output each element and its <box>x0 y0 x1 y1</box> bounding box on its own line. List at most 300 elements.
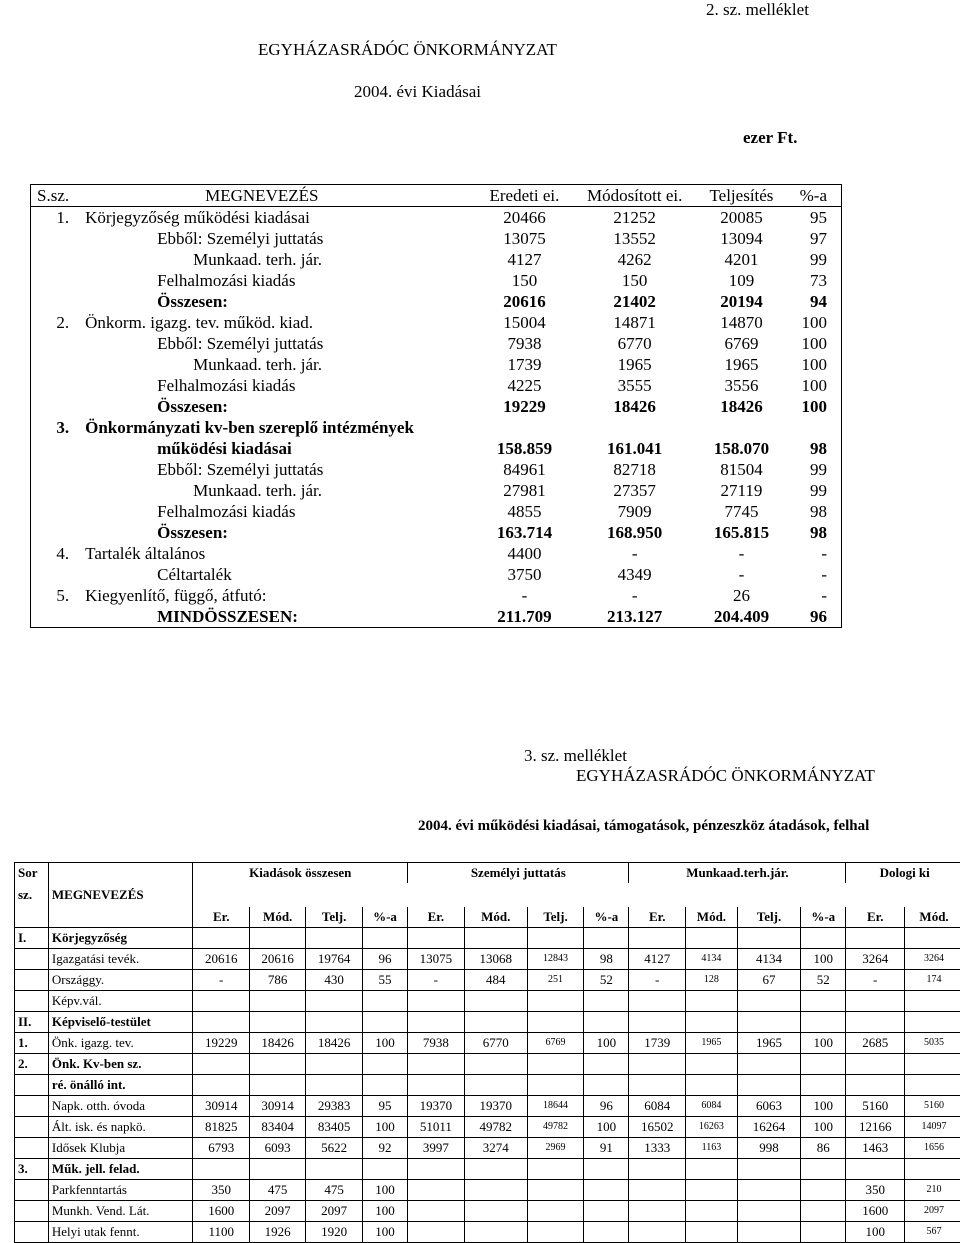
value-actual: 81504 <box>697 459 785 480</box>
t2-col-sor: Sor <box>15 863 49 884</box>
value-cell <box>464 1012 527 1033</box>
value-cell: 2097 <box>306 1201 362 1222</box>
value-original: 1739 <box>477 354 572 375</box>
value-cell: 20616 <box>249 949 305 970</box>
t2-subheader-cell: %-a <box>801 907 846 928</box>
value-cell: 475 <box>249 1180 305 1201</box>
t2-group-material: Dologi ki <box>846 863 960 884</box>
t2-subheader-cell: %-a <box>584 907 629 928</box>
value-cell: - <box>193 970 249 991</box>
value-percent: 100 <box>786 375 842 396</box>
value-cell: - <box>846 970 905 991</box>
value-cell <box>737 1054 800 1075</box>
value-actual: 109 <box>697 270 785 291</box>
value-original: 7938 <box>477 333 572 354</box>
value-cell <box>737 991 800 1012</box>
value-cell: 1656 <box>905 1138 960 1159</box>
row-name: ré. önálló int. <box>48 1075 193 1096</box>
value-cell <box>527 928 583 949</box>
t2-subheader-cell: Er. <box>193 907 249 928</box>
value-cell <box>584 1222 629 1243</box>
value-modified: - <box>572 543 697 564</box>
t2-subheader-cell: Mód. <box>464 907 527 928</box>
value-cell <box>193 1075 249 1096</box>
value-cell <box>306 1159 362 1180</box>
value-cell <box>464 928 527 949</box>
value-actual: 20194 <box>697 291 785 312</box>
t2-subheader-cell: Er. <box>408 907 464 928</box>
title-3: 2004. évi működési kiadásai, támogatások, pénzeszköz átadások, felhal <box>418 818 869 835</box>
value-cell: 52 <box>801 970 846 991</box>
value-actual: 26 <box>697 585 785 606</box>
value-actual: 204.409 <box>697 606 785 628</box>
value-cell <box>408 1159 464 1180</box>
table-row <box>31 606 842 628</box>
value-cell: 30914 <box>193 1096 249 1117</box>
value-cell: 100 <box>801 1096 846 1117</box>
value-cell <box>408 1075 464 1096</box>
table-header-row <box>31 185 842 207</box>
value-cell: 484 <box>464 970 527 991</box>
row-name: MINDÖSSZESEN: <box>75 606 477 628</box>
value-cell <box>249 1054 305 1075</box>
value-cell <box>193 1054 249 1075</box>
value-cell <box>249 928 305 949</box>
row-name: Ált. isk. és napkö. <box>48 1117 193 1138</box>
table-row <box>31 522 842 543</box>
value-actual: 1965 <box>697 354 785 375</box>
value-cell: 6769 <box>527 1033 583 1054</box>
value-cell <box>846 991 905 1012</box>
table-row <box>31 564 842 585</box>
row-number <box>31 291 76 312</box>
value-cell <box>584 1159 629 1180</box>
row-number <box>15 1075 49 1096</box>
value-cell: 1965 <box>685 1033 737 1054</box>
value-original: 4400 <box>477 543 572 564</box>
value-cell <box>629 1012 685 1033</box>
value-cell <box>464 1054 527 1075</box>
value-cell <box>464 1180 527 1201</box>
table-row <box>15 1096 960 1117</box>
value-cell <box>905 991 960 1012</box>
annex-3-label: 3. sz. melléklet <box>524 746 627 766</box>
table-row <box>31 207 842 229</box>
row-name: Önk. igazg. tev. <box>48 1033 193 1054</box>
value-cell: 1333 <box>629 1138 685 1159</box>
value-modified: 150 <box>572 270 697 291</box>
value-cell: 3264 <box>905 949 960 970</box>
table-row <box>15 1180 960 1201</box>
value-percent: 100 <box>786 333 842 354</box>
value-cell: 475 <box>306 1180 362 1201</box>
value-cell: 174 <box>905 970 960 991</box>
row-number <box>31 333 76 354</box>
value-cell <box>685 991 737 1012</box>
value-percent: 99 <box>786 249 842 270</box>
value-cell: 350 <box>846 1180 905 1201</box>
value-modified: 21402 <box>572 291 697 312</box>
table-row <box>31 354 842 375</box>
value-cell: 5622 <box>306 1138 362 1159</box>
value-original: 19229 <box>477 396 572 417</box>
value-cell: 52 <box>584 970 629 991</box>
value-cell: 18426 <box>249 1033 305 1054</box>
value-cell: 19370 <box>408 1096 464 1117</box>
value-cell: 4134 <box>685 949 737 970</box>
value-cell <box>846 928 905 949</box>
value-cell <box>905 1012 960 1033</box>
value-percent: - <box>786 585 842 606</box>
col-eredeti: Eredeti ei. <box>477 185 572 207</box>
value-cell <box>801 1159 846 1180</box>
value-modified: 213.127 <box>572 606 697 628</box>
page-title: 2004. évi Kiadásai <box>354 82 481 102</box>
value-percent: 100 <box>786 396 842 417</box>
row-name: Műk. jell. felad. <box>48 1159 193 1180</box>
row-number <box>31 438 76 459</box>
t2-header-row-1 <box>15 863 960 884</box>
value-actual: 7745 <box>697 501 785 522</box>
value-cell: 3274 <box>464 1138 527 1159</box>
value-actual: 14870 <box>697 312 785 333</box>
value-percent: - <box>786 564 842 585</box>
row-name: Napk. otth. óvoda <box>48 1096 193 1117</box>
value-cell: 4134 <box>737 949 800 970</box>
table-row <box>15 1054 960 1075</box>
row-name: Önk. Kv-ben sz. <box>48 1054 193 1075</box>
value-cell: 128 <box>685 970 737 991</box>
value-cell: 20616 <box>193 949 249 970</box>
value-cell <box>737 1201 800 1222</box>
value-percent: 99 <box>786 480 842 501</box>
table-row <box>15 1117 960 1138</box>
org-title-3: EGYHÁZASRÁDÓC ÖNKORMÁNYZAT <box>576 766 875 786</box>
row-number <box>31 375 76 396</box>
value-percent: 98 <box>786 522 842 543</box>
value-original: 211.709 <box>477 606 572 628</box>
row-number <box>31 249 76 270</box>
value-cell <box>629 1222 685 1243</box>
col-sorszam: S.sz. <box>31 185 76 207</box>
value-cell <box>685 928 737 949</box>
row-number <box>31 564 76 585</box>
value-cell: 210 <box>905 1180 960 1201</box>
value-original: 13075 <box>477 228 572 249</box>
value-modified: 21252 <box>572 207 697 229</box>
value-cell <box>464 991 527 1012</box>
value-cell <box>905 928 960 949</box>
row-number <box>31 501 76 522</box>
value-cell: 3997 <box>408 1138 464 1159</box>
t2-subheader-cell: Telj. <box>737 907 800 928</box>
value-cell <box>629 1180 685 1201</box>
value-cell: 4127 <box>629 949 685 970</box>
t2-col-sz: sz. <box>15 883 49 907</box>
value-cell: 1463 <box>846 1138 905 1159</box>
value-cell <box>801 1201 846 1222</box>
value-cell <box>408 991 464 1012</box>
value-cell: 567 <box>905 1222 960 1243</box>
value-cell: 100 <box>362 1033 407 1054</box>
value-cell: 96 <box>362 949 407 970</box>
row-name: Kiegyenlítő, függő, átfutó: <box>75 585 477 606</box>
table-row <box>15 1012 960 1033</box>
value-modified: 7909 <box>572 501 697 522</box>
value-cell <box>801 1222 846 1243</box>
row-name: Összesen: <box>75 291 477 312</box>
value-cell <box>801 1054 846 1075</box>
value-cell: 16263 <box>685 1117 737 1138</box>
value-cell <box>584 1054 629 1075</box>
value-cell: 6793 <box>193 1138 249 1159</box>
value-modified: 4262 <box>572 249 697 270</box>
value-cell: 96 <box>584 1096 629 1117</box>
value-actual: 3556 <box>697 375 785 396</box>
value-cell: 2097 <box>905 1201 960 1222</box>
value-percent: 99 <box>786 459 842 480</box>
annex-2-label: 2. sz. melléklet <box>706 0 809 20</box>
value-cell <box>584 928 629 949</box>
value-cell: 92 <box>362 1138 407 1159</box>
table-row <box>15 1159 960 1180</box>
value-cell <box>193 1012 249 1033</box>
table-row <box>15 991 960 1012</box>
row-number <box>31 480 76 501</box>
value-original <box>477 417 572 438</box>
value-cell <box>193 991 249 1012</box>
t2-subheader-cell: Er. <box>846 907 905 928</box>
value-cell <box>801 928 846 949</box>
value-actual: 158.070 <box>697 438 785 459</box>
value-percent: 95 <box>786 207 842 229</box>
value-cell <box>527 1201 583 1222</box>
value-percent: 98 <box>786 438 842 459</box>
value-cell <box>685 1180 737 1201</box>
table-row <box>15 1033 960 1054</box>
value-cell <box>846 1054 905 1075</box>
value-cell: 51011 <box>408 1117 464 1138</box>
value-actual: 6769 <box>697 333 785 354</box>
t2-group-total: Kiadások összesen <box>193 863 408 884</box>
col-szazalek: %-a <box>786 185 842 207</box>
value-cell <box>737 1159 800 1180</box>
t2-subheader-cell: Telj. <box>527 907 583 928</box>
value-modified: 6770 <box>572 333 697 354</box>
value-modified: 168.950 <box>572 522 697 543</box>
value-cell: 83405 <box>306 1117 362 1138</box>
value-cell <box>362 1075 407 1096</box>
value-cell <box>362 991 407 1012</box>
t2-group-personnel: Személyi juttatás <box>408 863 629 884</box>
value-cell: 1965 <box>737 1033 800 1054</box>
table-row <box>15 1222 960 1243</box>
row-number <box>15 1222 49 1243</box>
table-row <box>15 949 960 970</box>
value-cell <box>737 1222 800 1243</box>
row-number <box>31 606 76 628</box>
value-original: 4225 <box>477 375 572 396</box>
row-name: Munkaad. terh. jár. <box>75 480 477 501</box>
value-cell: 100 <box>362 1222 407 1243</box>
value-actual: - <box>697 543 785 564</box>
value-cell <box>905 1054 960 1075</box>
value-cell <box>584 1075 629 1096</box>
value-cell: 91 <box>584 1138 629 1159</box>
value-cell <box>527 1054 583 1075</box>
t2-subheader-row <box>15 907 960 928</box>
row-name: Körjegyzőség működési kiadásai <box>75 207 477 229</box>
value-cell <box>737 1075 800 1096</box>
value-modified: - <box>572 585 697 606</box>
value-cell <box>584 991 629 1012</box>
value-cell: 81825 <box>193 1117 249 1138</box>
row-number <box>31 354 76 375</box>
row-number: 4. <box>31 543 76 564</box>
value-cell: 100 <box>362 1180 407 1201</box>
value-cell: 5160 <box>846 1096 905 1117</box>
value-cell <box>905 1159 960 1180</box>
table-row <box>31 228 842 249</box>
table-row <box>31 333 842 354</box>
value-cell <box>249 1012 305 1033</box>
table-row <box>31 375 842 396</box>
table-row <box>31 396 842 417</box>
value-cell: 12166 <box>846 1117 905 1138</box>
value-cell: 30914 <box>249 1096 305 1117</box>
value-cell <box>527 991 583 1012</box>
row-name: Összesen: <box>75 396 477 417</box>
table-row <box>15 1075 960 1096</box>
row-number <box>31 459 76 480</box>
value-modified: 18426 <box>572 396 697 417</box>
row-number <box>31 396 76 417</box>
expenses-table <box>30 184 842 628</box>
row-number: 1. <box>15 1033 49 1054</box>
value-cell: 55 <box>362 970 407 991</box>
value-cell: 13075 <box>408 949 464 970</box>
value-cell <box>249 1075 305 1096</box>
value-original: 27981 <box>477 480 572 501</box>
value-cell: 100 <box>584 1117 629 1138</box>
value-cell: 7938 <box>408 1033 464 1054</box>
row-number <box>15 991 49 1012</box>
value-cell <box>408 1222 464 1243</box>
t2-col-name: MEGNEVEZÉS <box>48 883 193 907</box>
value-modified: 3555 <box>572 375 697 396</box>
value-cell <box>629 1075 685 1096</box>
row-number: 2. <box>15 1054 49 1075</box>
table-row <box>31 459 842 480</box>
value-cell: 6084 <box>629 1096 685 1117</box>
row-number <box>15 1180 49 1201</box>
value-modified: 14871 <box>572 312 697 333</box>
value-cell <box>249 991 305 1012</box>
table-row <box>31 249 842 270</box>
value-cell <box>685 1075 737 1096</box>
value-cell: 1163 <box>685 1138 737 1159</box>
value-modified <box>572 417 697 438</box>
value-cell <box>362 1054 407 1075</box>
value-cell: 1100 <box>193 1222 249 1243</box>
row-number <box>15 1201 49 1222</box>
value-cell <box>527 1159 583 1180</box>
value-cell <box>629 1159 685 1180</box>
value-cell <box>408 1201 464 1222</box>
row-number <box>15 949 49 970</box>
table-row <box>31 291 842 312</box>
value-cell: 3264 <box>846 949 905 970</box>
t2-subheader-cell: Telj. <box>306 907 362 928</box>
row-name: Helyi utak fennt. <box>48 1222 193 1243</box>
value-original: 84961 <box>477 459 572 480</box>
value-cell <box>306 1054 362 1075</box>
value-cell <box>801 1012 846 1033</box>
row-number: 5. <box>31 585 76 606</box>
row-name: Felhalmozási kiadás <box>75 501 477 522</box>
table-row <box>15 1138 960 1159</box>
value-cell <box>306 991 362 1012</box>
value-cell <box>306 1075 362 1096</box>
value-modified: 82718 <box>572 459 697 480</box>
value-cell <box>846 1075 905 1096</box>
value-cell: 2097 <box>249 1201 305 1222</box>
value-actual: 13094 <box>697 228 785 249</box>
row-name: Igazgatási tevék. <box>48 949 193 970</box>
value-cell <box>193 928 249 949</box>
value-cell: 16502 <box>629 1117 685 1138</box>
row-name: Önkormányzati kv-ben szereplő intézmények <box>75 417 477 438</box>
value-cell <box>527 1222 583 1243</box>
value-cell <box>846 1012 905 1033</box>
row-name: Országgy. <box>48 970 193 991</box>
value-original: 150 <box>477 270 572 291</box>
row-number: 1. <box>31 207 76 229</box>
value-cell <box>629 991 685 1012</box>
row-name: Önkorm. igazg. tev. működ. kiad. <box>75 312 477 333</box>
value-cell <box>362 1159 407 1180</box>
value-percent: 96 <box>786 606 842 628</box>
value-cell: 100 <box>362 1117 407 1138</box>
value-cell <box>685 1012 737 1033</box>
value-cell <box>193 1159 249 1180</box>
value-cell <box>801 1180 846 1201</box>
value-original: 163.714 <box>477 522 572 543</box>
row-name: Parkfenntartás <box>48 1180 193 1201</box>
value-actual: - <box>697 564 785 585</box>
value-cell <box>584 1180 629 1201</box>
value-original: 4127 <box>477 249 572 270</box>
value-cell <box>629 1201 685 1222</box>
row-name: Munkh. Vend. Lát. <box>48 1201 193 1222</box>
value-percent: 94 <box>786 291 842 312</box>
value-cell <box>584 1012 629 1033</box>
value-original: 3750 <box>477 564 572 585</box>
row-name: Felhalmozási kiadás <box>75 375 477 396</box>
value-cell: 5035 <box>905 1033 960 1054</box>
value-percent: - <box>786 543 842 564</box>
value-modified: 27357 <box>572 480 697 501</box>
value-cell: 430 <box>306 970 362 991</box>
row-name: Ebből: Személyi juttatás <box>75 228 477 249</box>
row-name: Ebből: Személyi juttatás <box>75 459 477 480</box>
org-title: EGYHÁZASRÁDÓC ÖNKORMÁNYZAT <box>258 40 557 60</box>
value-cell <box>408 928 464 949</box>
value-percent: 97 <box>786 228 842 249</box>
t2-subheader-cell: Mód. <box>905 907 960 928</box>
value-cell: - <box>408 970 464 991</box>
value-cell: 998 <box>737 1138 800 1159</box>
